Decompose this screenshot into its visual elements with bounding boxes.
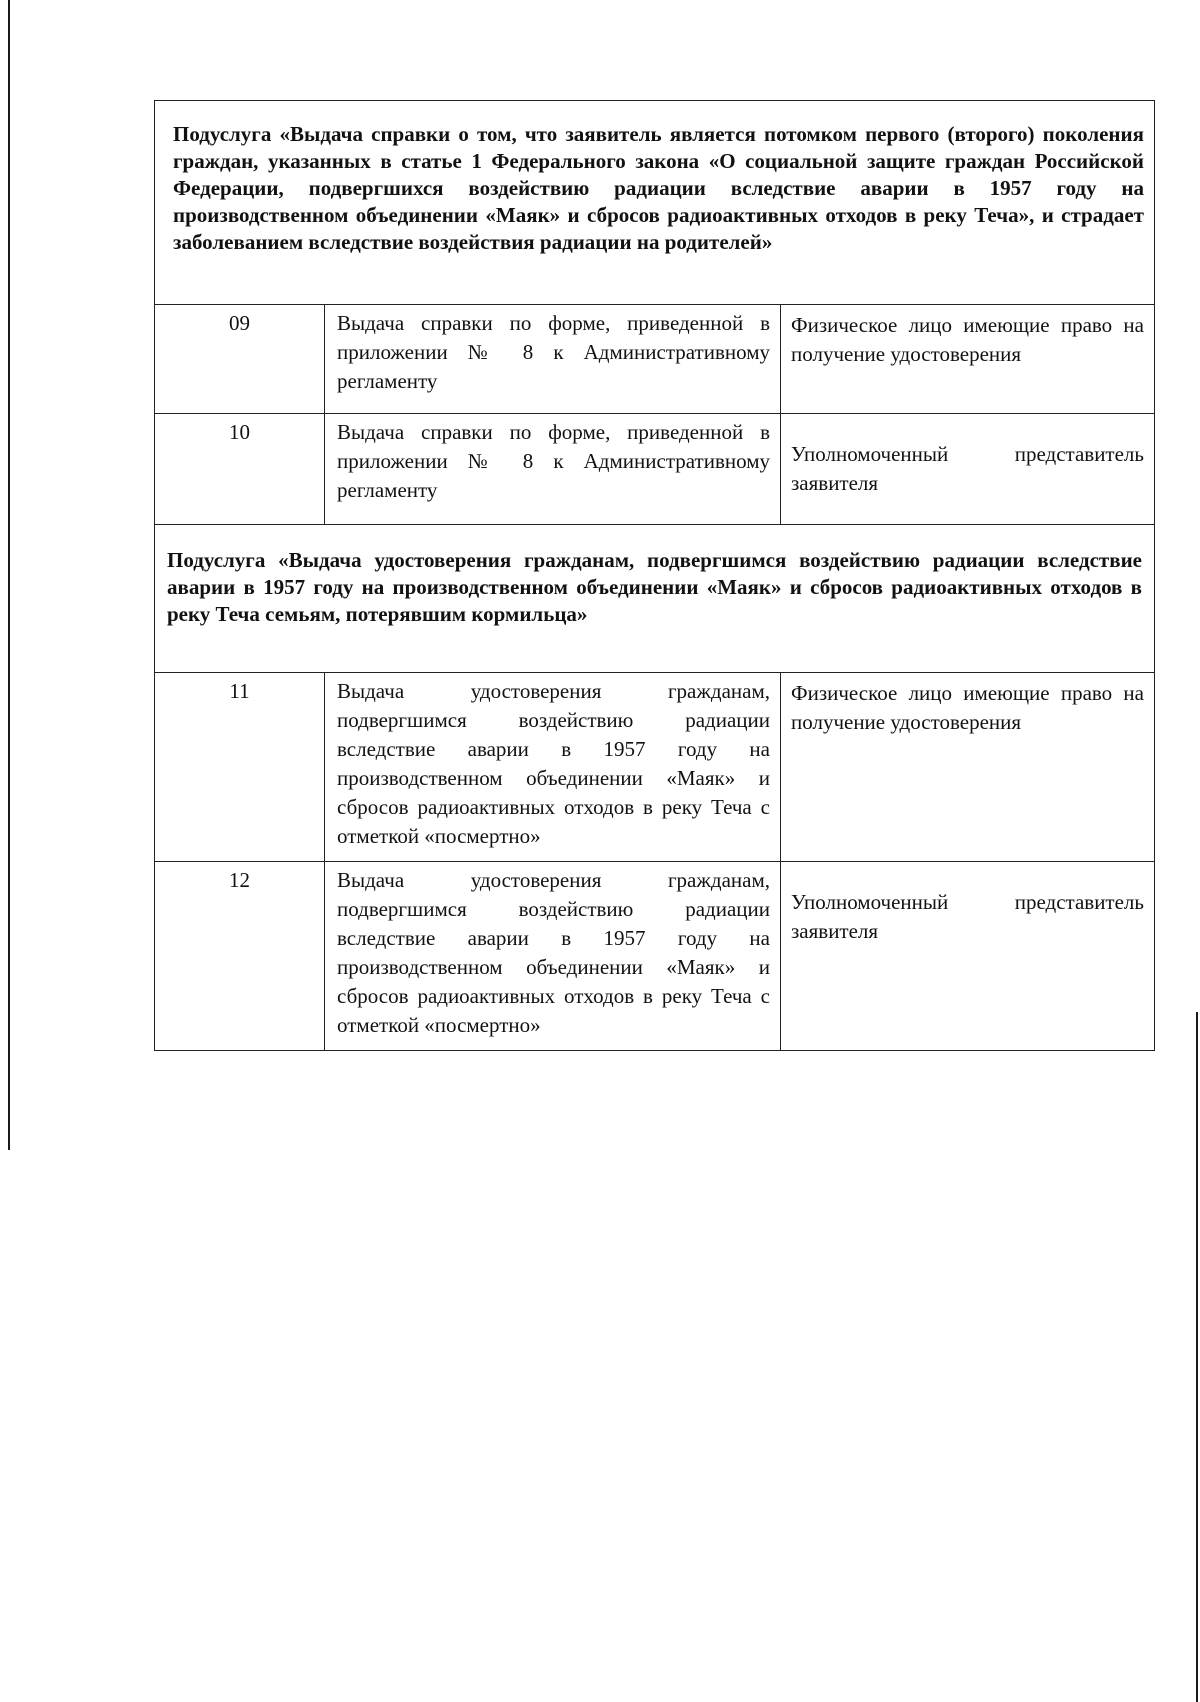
section-title: Подуслуга «Выдача удостоверения гражданам, подвергшимся воздействию радиации вследствие аварии в 1957 году на производственном объединении «Маяк» и сбросов радиоактивных отходов в реку Теча семьям, потерявшим кормильца» bbox=[155, 525, 1154, 673]
table-row bbox=[155, 862, 1154, 1050]
row-description: Выдача удостоверения гражданам, подвергшимся воздействию радиации вследствие аварии в 1957 году на производственном объединении «Маяк» и сбросов радиоактивных отходов в реку Теча с отметкой «посмертно» bbox=[325, 862, 781, 1050]
row-number: 10 bbox=[155, 414, 325, 524]
row-description: Выдача справки по форме, приведенной в приложении № 8 к Административному регламенту bbox=[325, 305, 781, 413]
row-number: 09 bbox=[155, 305, 325, 413]
row-description: Выдача справки по форме, приведенной в приложении № 8 к Административному регламенту bbox=[325, 414, 781, 524]
row-applicant: Физическое лицо имеющие право на получение удостоверения bbox=[791, 681, 1144, 734]
row-number: 11 bbox=[155, 673, 325, 861]
table-row bbox=[155, 414, 1154, 525]
row-applicant: Физическое лицо имеющие право на получение удостоверения bbox=[791, 313, 1144, 366]
scan-edge-right bbox=[1196, 1012, 1198, 1702]
table-row bbox=[155, 673, 1154, 862]
row-applicant: Уполномоченный представитель заявителя bbox=[791, 442, 1144, 495]
section-title: Подуслуга «Выдача справки о том, что заявитель является потомком первого (второго) поколения граждан, указанных в статье 1 Федерального закона «О социальной защите граждан Российской Федерации, подвергшихся воздействию радиации вследствие аварии в 1957 году на производственном объединении «Маяк» и сбросов радиоактивных отходов в реку Теча», и страдает заболеванием вследствие воздействия радиации на родителей» bbox=[155, 101, 1154, 305]
services-table bbox=[154, 100, 1155, 1051]
row-number: 12 bbox=[155, 862, 325, 1050]
row-applicant: Уполномоченный представитель заявителя bbox=[791, 890, 1144, 943]
row-description: Выдача удостоверения гражданам, подвергшимся воздействию радиации вследствие аварии в 1957 году на производственном объединении «Маяк» и сбросов радиоактивных отходов в реку Теча с отметкой «посмертно» bbox=[325, 673, 781, 861]
table-row bbox=[155, 305, 1154, 414]
scan-edge-left bbox=[8, 0, 10, 1150]
